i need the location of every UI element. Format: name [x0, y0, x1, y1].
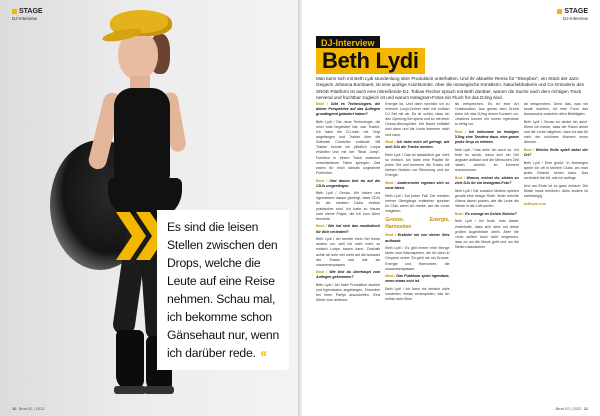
black-dress [114, 88, 170, 183]
interview-answer: Beth Lydi / Das ist tatsächlich gar nicht so einfach. Ich habe eine Playlist für jedes Set und benenne die Tracks mit kleinen Notizen zur Stimmung und zur Energie. [385, 153, 450, 178]
interview-question: Beat / Das Publikum spürt irgendwie, wenn etwas echt ist. [385, 274, 450, 284]
interview-answer: ab entsprechen. Denn das, was wir heute machen, ist eine Form des Austauschs zwischen allen Beteiligten. [523, 102, 588, 117]
interview-question: Beat / Erzählst mir von deiner Sets aufbaust. [385, 233, 450, 243]
interview-answer: Beth Lydi / Das sehe ich auch so. Ich finde es schön, wenn sich ein Set langsam aufbaut und die Menschen Zeit haben, wirklich im Moment anzukommen. [454, 147, 519, 173]
article-column-1 [316, 102, 380, 398]
article-column-3 [455, 102, 519, 398]
interview-question: Beat / Ich bekomme im heutigen DJing eine Tendenz dazu, eine ganze große Drop zu erleben. [454, 130, 519, 145]
interview-question: Beat / Es erzeugt im Gehirn Brüche? [454, 211, 517, 216]
interview-answer: als entsprechen. Es ist eine Art Kollaboration. Aus genau dem Grund ziehe ich das DJing einem Konzert vor. Letzteres kommt mir immer irgendwie zu fertig vor. [454, 102, 519, 127]
interview-question: Beat / Welche Rolle spielt dabei der Ort? [523, 147, 588, 158]
interview-answer: Beth Lydi / Ich kann mir einfach nicht vorstellen, etwas vorzuspielen, das ich selbst nicht fühle. [385, 287, 450, 302]
boot-left [116, 330, 144, 390]
section-label: STAGE [19, 8, 43, 15]
interview-question: Beat / Andererseits ergeben sich so neue Ideen. [385, 181, 450, 191]
interview-answer: Beth Lydi / Genau so denke ich auch: Wenn ich merke, dass der Raum atmet und die Leute mitgehen, dann ist das für mich der schönste Moment eines Abends. [523, 119, 588, 145]
interview-answer: Beth Lydi / Ich bereite mein Set heute anders vor, weil ich nicht mehr so einfach Loops bauen kann. Deshalb achte ich sehr viel mehr auf die Auswahl der Tracks und wie sie zusammenpassen. [316, 237, 381, 267]
interview-answer: Beth Lydi / Die neue Technologie, die mich total begeistert hat, war Traktor. Ich habe die DJ-mich mit Vinyl angefangen und Traktor über die Software Controller entdeckt. Mit Traktor konnte ich plötzlich Loops erstellen und mit der "Beat Jump"-Funktion in einem Track zwischen verschiedenen Teilen springen. Das waren für mich damals ungeahnte Freiheiten. [316, 119, 381, 175]
interview-question: Beat / Wie hat sich das musikalisch für dich verändert? [316, 224, 381, 234]
page-footer-left: 10 Beat 02 | 2022 [12, 406, 45, 411]
left-page [0, 0, 298, 416]
article-kicker: DJ-Interview [316, 36, 380, 50]
quote-close-mark: « [260, 346, 267, 360]
interview-answer: Beth Lydi / Ich habe Produktion studiert und irgendwann angefangen, Freunden bei ihren Partys auszuhelfen. Eins führte zum anderen. [316, 283, 381, 303]
pull-quote [157, 210, 289, 370]
section-header-right: STAGE DJ-Interview [557, 8, 588, 22]
interview-answer: Beth Lydi / Auf jeden Fall. Die meisten meiner Übergänge entstehen spontan im Club, wenn ich merke, wie die Leute reagieren. [385, 193, 450, 214]
interview-question: Beat / Und darum bist du auf die CDJs umgestiegen. [316, 178, 381, 188]
article-column-2 [385, 102, 449, 398]
interview-answer: Beth Lydi / Eine große. In Norwegen spiele ich oft in kleinen Clubs, wo man jedes Gesicht sehen kann. Das verändert die Art, wie ich auflege. [523, 160, 588, 180]
article-lead: Man kann sich mit Beth Lydi stundenlang über Produktion unterhalten. Und ihr aktueller Remix für "Sleepbox", ein Stück der Jazz-Geigerin Johanna Bumbaert, ist eine quirlige Acid-Bombe. Aber die norwegische Künstlerin, Naturliebhaberin und Co-Gründerin des SNOE-Plattform ist auch eine mitreißende DJ. Tobias Fischer sprach mit Beth darüber, warum die Suche nach dem richtigen Track nervend und fruchtbar zugleich ist und warum Instagram-Fotos ein Fluch für das DJing sind. [316, 76, 584, 100]
interview-answer: Beth Lydi / Die sozialen Medien spielen gerade eine riesige Rolle. Jeder möchte Videos davon posten, wie die Leute die Hände in die Luft werfen. [454, 188, 519, 209]
right-page [302, 0, 600, 416]
article-headline: Beth Lydi [316, 48, 425, 74]
interview-answer: Beth Lydi / Genau. Wir haben uns irgendwann darauf geeinigt, dass CDJs für die meisten Clubs einfach praktischer sind. Ich hatte zu Hause zwei kleine Player, die ich zum Üben benutzte. [316, 191, 381, 221]
interview-answer: Und am Ende ist es ganz einfach: Die Musik muss berühren. Alles andere ist zweitrangig. [523, 183, 588, 198]
article-url: bethlydi.com [523, 201, 546, 206]
article-body [316, 102, 588, 398]
interview-question: Beat / Wie bist du überhaupt zum Auflegen gekommen? [316, 270, 381, 280]
article-subhead: Groove, Energie, Harmonien [385, 217, 450, 231]
interview-question: Beat / Ich habe mich oft gefragt, wie sich DJs die Tracks merken. [385, 140, 450, 150]
pull-quote-text: Es sind die leisen Stellen zwischen den Drops, welche die Leute auf eine Reise nehmen. Schau mal, ich bekomme schon Gänsehaut nur, wenn ich darüber rede. [167, 220, 280, 360]
page-footer-right: Beat 02 | 2022 11 [555, 406, 588, 411]
interview-question: Beat / Warum, meinst du, sieben so viele DJs für ein Instagram-Foto? [454, 176, 519, 186]
interview-answer: Beth Lydi / Es gibt immer eine Menge Ideen zum Warmspielen, die ich dann in Gruppen ordne. Es geht mir um Groove, Energie und Harmonien, die zusammenpassen. [385, 246, 450, 271]
section-marker-icon [12, 9, 17, 14]
interview-answer: Beth Lydi / Ich finde, trotz dieser Vorbehalte, dass sich alles um diese großen Augenblicke dreht. Aber die Leute sollten doch nicht vergessen, dass es um die Musik geht und um die Stellen dazwischen. [454, 219, 519, 249]
interview-answer: Energie ist. Und dann wechsle ich zu meinem Loopi-Ordner oder mit einfach DJ Set mit ab. Es ist schön, dass ich den Opening-Set spiele und so mit einer Ozean-Atmosphäre. Die Nacht entfaltet sich dann und die Leute kommen nach und nach. [385, 102, 450, 137]
article-column-4 [524, 102, 588, 398]
section-marker-icon [557, 9, 562, 14]
interview-question: Beat / Gibt es Technologien, die deiner Perspektive auf das Auflegen grundlegend geändert haben? [316, 102, 381, 117]
section-sub-label: DJ-Interview [12, 16, 38, 21]
